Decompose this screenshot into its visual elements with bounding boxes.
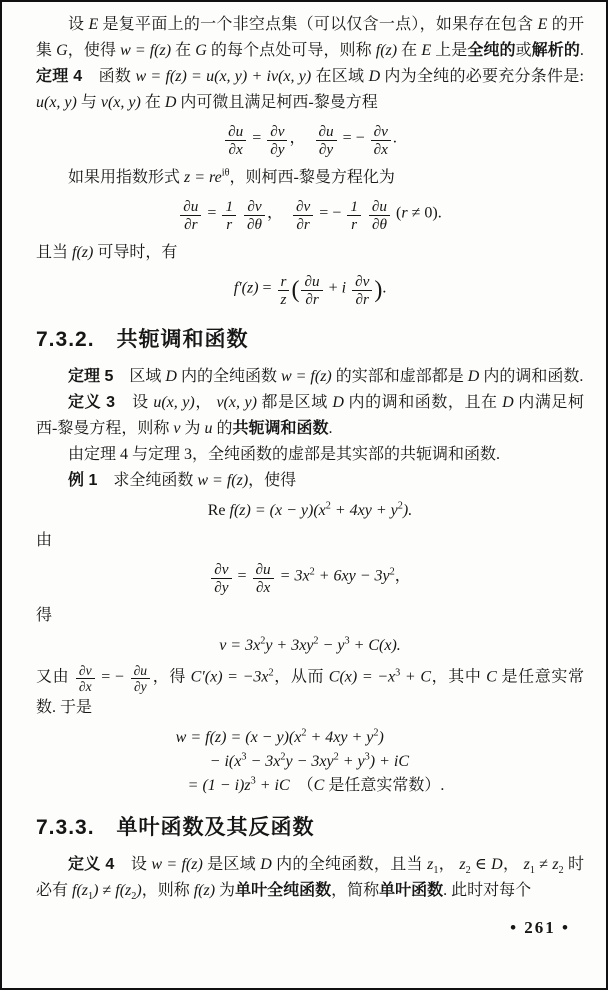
- text-run: 内的全纯函数: [176, 368, 281, 386]
- superscript: 2: [301, 727, 307, 739]
- math-run: u: [204, 420, 213, 438]
- equation-line: [234, 271, 387, 310]
- math-run: D: [467, 368, 480, 386]
- fraction-denominator: z: [278, 290, 290, 308]
- math-run: G: [56, 42, 68, 59]
- math-run: w = f(z) = u(x, y) + iv(x, y): [135, 68, 312, 85]
- text-run: ≠ 0).: [407, 204, 442, 222]
- equation-lines: [219, 634, 401, 658]
- fraction-denominator: ∂y: [267, 140, 287, 158]
- paragraph: [36, 12, 584, 116]
- math-run: w = f(z) = (x − y)(x: [175, 728, 302, 746]
- text-run: 为: [180, 420, 205, 438]
- text-run: 区域: [113, 368, 166, 386]
- bold-run: 全纯的: [467, 42, 516, 59]
- fraction-denominator: ∂y: [211, 578, 231, 596]
- fraction: [76, 663, 95, 694]
- text-run: .: [392, 129, 397, 147]
- subscript: 1: [88, 890, 94, 902]
- fraction-numerator: ∂v: [270, 123, 285, 140]
- display-equation: [36, 726, 584, 798]
- equation-line: [178, 196, 441, 235]
- math-run: y − 3xy: [285, 752, 334, 770]
- math-run: E: [88, 16, 99, 33]
- fraction-denominator: ∂r: [301, 290, 322, 308]
- math-run: G: [195, 42, 207, 59]
- math-run: w = f(z): [197, 472, 249, 490]
- math-run: y + 3xy: [265, 637, 314, 655]
- math-run: D: [491, 855, 503, 873]
- math-run: i: [341, 279, 347, 297]
- text-run: 在: [397, 42, 422, 59]
- fraction: [278, 273, 290, 308]
- fraction: [131, 663, 151, 694]
- text-run: Re: [207, 502, 230, 520]
- text-run: ，则称: [141, 881, 194, 899]
- text-run: ，: [438, 855, 460, 873]
- equation-line: [209, 559, 410, 598]
- superscript: 2: [397, 500, 403, 512]
- text-run: 在: [140, 94, 165, 111]
- fraction: [267, 123, 287, 158]
- text-run: ，得: [152, 668, 191, 686]
- text-run: [238, 205, 242, 222]
- text-run: 时必有: [36, 855, 584, 899]
- text-run: 设: [68, 16, 89, 33]
- fraction-denominator: ∂x: [253, 578, 274, 596]
- superscript: 2: [333, 751, 339, 763]
- superscript: iθ: [221, 167, 230, 179]
- fraction: [211, 561, 231, 596]
- math-run: w = f(z): [151, 855, 203, 873]
- text-run: 如果用指数形式: [68, 169, 185, 187]
- text-run: 为: [215, 881, 236, 899]
- fraction-denominator: ∂y: [316, 140, 337, 158]
- text-run: ，: [194, 394, 217, 412]
- math-run: w = f(z): [280, 368, 332, 386]
- text-run: ，: [394, 567, 411, 585]
- display-equation: [36, 121, 584, 160]
- text-run: 求全纯函数: [97, 472, 198, 490]
- bold-run: 解析的: [531, 42, 580, 59]
- equation-line: [176, 774, 445, 798]
- text-run: 与: [76, 94, 101, 111]
- text-run: = −: [96, 668, 129, 686]
- equation-line: [208, 499, 412, 523]
- text-run: ，使得: [67, 42, 121, 59]
- fraction: [352, 273, 372, 308]
- text-run: =: [233, 567, 251, 585]
- text-run: 由: [36, 532, 53, 550]
- text-run: 内的调和函数，且在: [343, 394, 503, 412]
- math-run: E: [537, 16, 548, 33]
- fraction-numerator: r: [280, 273, 287, 291]
- text-run: +: [324, 279, 342, 297]
- text-run: [363, 205, 367, 222]
- fraction-numerator: ∂v: [247, 198, 262, 216]
- equation-lines: [223, 121, 397, 160]
- display-equation: [36, 271, 584, 310]
- text-run: ，简称: [331, 881, 380, 899]
- equation-line: [219, 634, 401, 658]
- fraction-denominator: ∂x: [371, 140, 391, 158]
- text-run: 在区域: [311, 68, 369, 85]
- fraction: [253, 561, 274, 596]
- text-run: 可导时，有: [93, 244, 178, 262]
- text-run: ≠: [98, 881, 116, 899]
- math-run: z: [427, 855, 434, 873]
- text-run: 的实部和虚部都是: [331, 368, 468, 386]
- math-run: f(z: [72, 881, 89, 899]
- display-equation: [36, 559, 584, 598]
- superscript: 3: [364, 751, 370, 763]
- fraction-denominator: ∂x: [76, 678, 95, 694]
- fraction-numerator: 1: [225, 198, 234, 216]
- text-run: = −: [338, 129, 369, 147]
- paragraph: [36, 852, 584, 904]
- equation-lines: [178, 196, 441, 235]
- text-run: [346, 280, 350, 297]
- fraction-numerator: ∂u: [183, 198, 199, 216]
- text-run: 内满足柯西-黎曼方程，则称: [36, 394, 584, 438]
- text-run: 设: [114, 855, 152, 873]
- display-equation: [36, 634, 584, 658]
- fraction-numerator: ∂u: [255, 561, 271, 579]
- fraction: [301, 273, 322, 308]
- text-run: 是复平面上的一个非空点集（可以仅含一点），如果存在包含: [98, 16, 538, 33]
- text-run: ≠: [534, 855, 553, 873]
- math-run: ): [378, 728, 384, 746]
- math-run: + C(x).: [349, 637, 401, 655]
- fraction: [293, 198, 313, 233]
- math-run: D: [332, 394, 344, 412]
- fraction-denominator: ∂θ: [244, 215, 265, 233]
- superscript: 3: [344, 635, 350, 647]
- paragraph: [36, 603, 584, 629]
- math-run: f(z): [375, 42, 398, 59]
- math-run: C: [486, 668, 497, 686]
- bold-run: 定理 4: [36, 68, 83, 85]
- math-run: v(x, y): [216, 394, 257, 412]
- math-run: u(x, y): [36, 94, 77, 111]
- text-run: ∈: [470, 855, 492, 873]
- text-run: ，其中: [431, 668, 487, 686]
- math-run: D: [165, 368, 177, 386]
- fraction-numerator: 1: [350, 198, 358, 216]
- math-run: f(z) = (x − y)(x: [229, 502, 326, 520]
- math-run: ) + iC: [369, 752, 409, 770]
- text-run: .: [382, 279, 387, 297]
- fraction: [316, 123, 337, 158]
- math-run: = 3x: [275, 567, 310, 585]
- text-run: =: [248, 129, 266, 147]
- fraction-numerator: ∂v: [373, 123, 388, 140]
- math-run: + iC: [255, 776, 290, 794]
- subscript: 2: [131, 890, 137, 902]
- math-run: v(x, y): [100, 94, 141, 111]
- paragraph: [36, 528, 584, 554]
- text-run: ，则柯西-黎曼方程化为: [229, 169, 395, 187]
- bold-run: 例 1: [68, 472, 98, 490]
- text-run: 又由: [36, 668, 74, 686]
- math-run: z: [459, 855, 466, 873]
- bold-run: 单叶全纯函数: [235, 881, 332, 899]
- math-run: f(z): [193, 881, 216, 899]
- superscript: 3: [241, 751, 247, 763]
- math-run: C(x) = −x: [328, 668, 396, 686]
- math-run: D: [260, 855, 272, 873]
- bold-run: 定义 3: [68, 394, 116, 412]
- math-run: w = f(z): [120, 42, 172, 59]
- text-run: ，从而: [273, 668, 329, 686]
- equation-line: [176, 726, 445, 750]
- math-run: z = re: [184, 169, 222, 187]
- text-run: .: [579, 42, 584, 59]
- equation-lines: [208, 499, 412, 523]
- subscript: 1: [433, 864, 439, 876]
- text-run: = −: [315, 204, 346, 222]
- superscript: 2: [313, 635, 319, 647]
- big-paren: ): [374, 277, 383, 303]
- section-heading: 7.3.3. 单叶函数及其反函数: [36, 815, 315, 839]
- math-run: ).: [402, 502, 413, 520]
- paragraph: [36, 390, 584, 442]
- math-run: z: [552, 855, 559, 873]
- text-run: 内可微且满足柯西-黎曼方程: [176, 94, 378, 111]
- fraction-numerator: ∂u: [371, 198, 388, 216]
- math-run: + 4xy + y: [330, 502, 398, 520]
- paragraph: [36, 240, 584, 266]
- math-run: D: [164, 94, 177, 111]
- page-number: • 261 •: [510, 917, 570, 937]
- text-run: 函数: [82, 68, 136, 85]
- text-run: =: [258, 279, 276, 297]
- superscript: 2: [268, 667, 274, 679]
- bold-run: 共轭调和函数: [232, 420, 329, 438]
- superscript: 2: [280, 751, 286, 763]
- fraction-denominator: ∂r: [180, 215, 201, 233]
- subscript: 2: [558, 864, 564, 876]
- text-run: 且当: [36, 244, 73, 262]
- text-run: 得: [36, 607, 53, 625]
- math-run: ): [93, 881, 99, 899]
- text-run: 的: [212, 420, 233, 438]
- superscript: 2: [373, 727, 379, 739]
- superscript: 3: [395, 667, 401, 679]
- fraction-numerator: ∂u: [228, 123, 244, 140]
- math-run: E: [421, 42, 432, 59]
- paragraph: [36, 468, 584, 494]
- text-run: ，: [289, 129, 314, 147]
- equation-line: [176, 750, 445, 774]
- fraction: [180, 198, 201, 233]
- math-run: D: [502, 394, 514, 412]
- fraction-denominator: ∂x: [225, 140, 246, 158]
- fraction: [371, 123, 391, 158]
- math-run: + C: [400, 668, 432, 686]
- text-run: .: [328, 420, 333, 438]
- fraction-denominator: r: [347, 215, 361, 233]
- text-run: （: [289, 776, 314, 794]
- text-run: 在: [171, 42, 196, 59]
- paragraph: [36, 663, 584, 720]
- text-run: ，: [502, 855, 524, 873]
- superscript: 2: [260, 635, 266, 647]
- fraction-numerator: ∂v: [214, 561, 229, 579]
- fraction-numerator: ∂u: [318, 123, 334, 140]
- page-content: [36, 12, 584, 938]
- fraction-numerator: ∂v: [296, 198, 311, 216]
- math-run: z: [523, 855, 530, 873]
- text-run: 内的调和函数.: [479, 368, 584, 386]
- math-run: v: [173, 420, 181, 438]
- text-run: 内的全纯函数，且当: [271, 855, 428, 873]
- math-run: r: [401, 204, 408, 222]
- text-run: 是任意实常数）.: [324, 776, 445, 794]
- fraction: [244, 198, 265, 233]
- math-run: C′(x) = −3x: [190, 668, 269, 686]
- text-run: 的每个点处可导，则称: [206, 42, 376, 59]
- math-run: − 3x: [246, 752, 281, 770]
- subscript: 2: [465, 864, 471, 876]
- math-run: + 4xy + y: [306, 728, 374, 746]
- fraction: [222, 198, 236, 233]
- text-run: . 此时对每个: [443, 881, 532, 899]
- subscript: 1: [529, 864, 535, 876]
- superscript: 3: [250, 775, 256, 787]
- fraction-numerator: ∂u: [133, 663, 148, 679]
- text-run: 的开集: [36, 16, 584, 59]
- math-run: C: [313, 776, 325, 794]
- text-run: ，: [267, 204, 292, 222]
- paragraph: [36, 442, 584, 468]
- math-run: = (1 − i)z: [187, 776, 251, 794]
- paragraph: [36, 165, 584, 191]
- fraction-denominator: r: [222, 215, 236, 233]
- math-run: − i(x: [209, 752, 242, 770]
- text-run: 都是区域: [256, 394, 333, 412]
- fraction-numerator: ∂v: [78, 663, 92, 679]
- display-equation: [36, 196, 584, 235]
- text-run: 设: [115, 394, 154, 412]
- text-run: ，使得: [248, 472, 297, 490]
- fraction-numerator: ∂v: [355, 273, 370, 291]
- math-run: − y: [318, 637, 345, 655]
- fraction-denominator: ∂y: [131, 678, 151, 694]
- text-run: 内为全纯的必要充分条件是:: [380, 68, 584, 85]
- fraction-denominator: ∂r: [352, 290, 372, 308]
- math-run: f′(z): [233, 279, 259, 297]
- fraction-denominator: ∂θ: [369, 215, 390, 233]
- fraction-numerator: ∂u: [304, 273, 320, 291]
- fraction: [347, 198, 361, 233]
- math-run: f(z: [115, 881, 132, 899]
- big-paren: (: [291, 277, 300, 303]
- bold-run: 单叶函数: [379, 881, 444, 899]
- paragraph: [36, 364, 584, 390]
- bold-run: 定理 5: [68, 368, 114, 386]
- math-run: f(z): [72, 244, 94, 262]
- text-run: 上是: [431, 42, 468, 59]
- text-run: (: [392, 204, 402, 222]
- math-run: + 6xy − 3y: [314, 567, 390, 585]
- section-heading: 7.3.2. 共轭调和函数: [36, 328, 249, 352]
- math-run: u(x, y): [153, 394, 195, 412]
- math-run: v = 3x: [219, 637, 261, 655]
- superscript: 2: [389, 566, 395, 578]
- equation-line: [223, 121, 397, 160]
- math-run: + y: [338, 752, 365, 770]
- fraction: [225, 123, 246, 158]
- equation-lines: [234, 271, 387, 310]
- bold-run: 定义 4: [68, 855, 115, 873]
- text-run: 由定理 4 与定理 3，全纯函数的虚部是其实部的共轭调和函数.: [68, 446, 501, 464]
- text-run: 是任意实常数. 于是: [36, 668, 584, 716]
- text-run: 或: [515, 42, 532, 59]
- equation-lines: [209, 559, 410, 598]
- display-equation: [36, 499, 584, 523]
- text-run: 是区域: [202, 855, 261, 873]
- superscript: 2: [309, 566, 315, 578]
- math-run: D: [368, 68, 381, 85]
- fraction-denominator: ∂r: [293, 215, 313, 233]
- math-run: ): [136, 881, 142, 899]
- superscript: 2: [325, 500, 331, 512]
- text-run: =: [203, 204, 221, 222]
- fraction: [369, 198, 390, 233]
- equation-lines: [176, 726, 445, 798]
